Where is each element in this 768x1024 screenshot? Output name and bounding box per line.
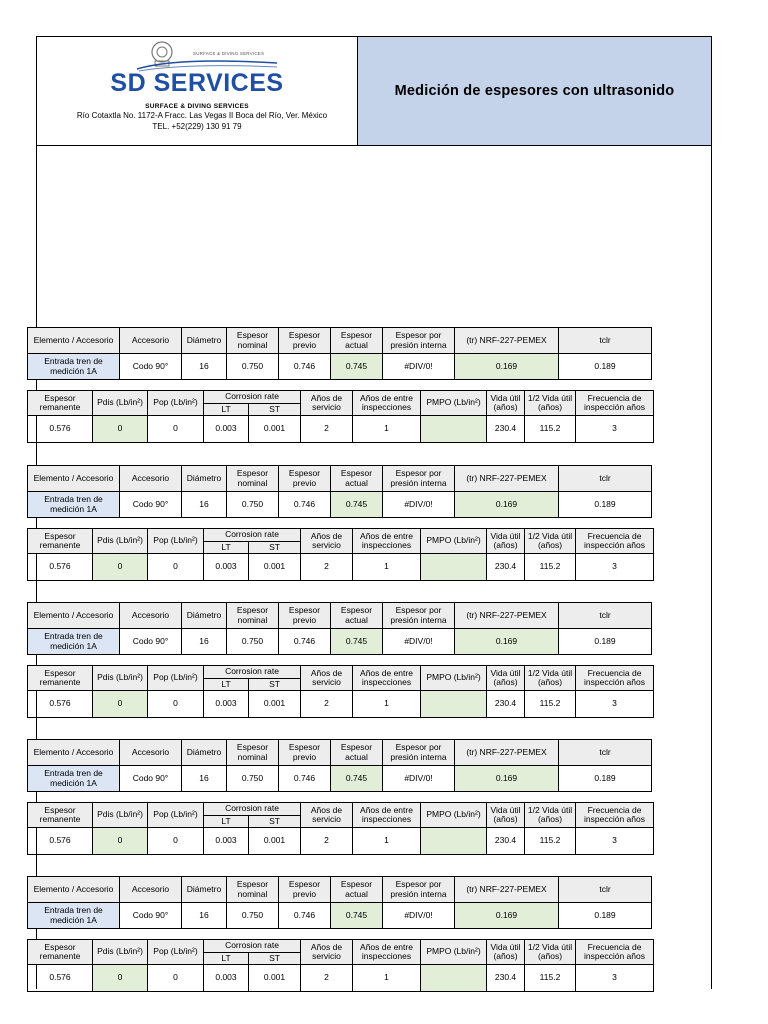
measurement-record [27, 602, 654, 718]
cell-anos-entre: 1 [353, 554, 421, 581]
header-lt: LT [204, 679, 249, 691]
cell-pop: 0 [148, 828, 204, 855]
header-pop: Pop (Lb/in²) [148, 803, 204, 828]
cell-espesor-actual: 0.745 [331, 492, 383, 518]
header-elemento: Elemento / Accesorio [28, 740, 120, 766]
header-pop: Pop (Lb/in²) [148, 391, 204, 416]
header-frecuencia: Frecuencia de inspección años [576, 940, 654, 965]
cell-accesorio: Codo 90° [120, 766, 182, 792]
header-media-vida: 1/2 Vida útil (años) [525, 940, 576, 965]
header-corrosion-rate: Corrosion rate [204, 529, 301, 542]
header-st: ST [249, 679, 301, 691]
cell-espesor-presion: #DIV/0! [383, 766, 455, 792]
header-vida-util: Vida útil (años) [487, 940, 525, 965]
header-espesor-presion: Espesor por presión interna [383, 603, 455, 629]
cell-elemento: Entrada tren de medición 1A [28, 492, 120, 518]
cell-espesor-remanente: 0.576 [28, 965, 93, 992]
header-espesor-previo: Espesor previo [279, 466, 331, 492]
company-phone: TEL. +52(229) 130 91 79 [152, 122, 242, 131]
cell-espesor-presion: #DIV/0! [383, 354, 455, 380]
cell-espesor-nominal: 0.750 [227, 629, 279, 655]
cell-espesor-previo: 0.746 [279, 492, 331, 518]
cell-st: 0.001 [249, 691, 301, 718]
header-accesorio: Accesorio [120, 740, 182, 766]
header-corrosion-rate: Corrosion rate [204, 803, 301, 816]
cell-anos-servicio: 2 [301, 965, 353, 992]
header-tr: (tr) NRF-227-PEMEX [455, 603, 559, 629]
header-anos-entre: Años de entre inspecciones [353, 529, 421, 554]
cell-espesor-previo: 0.746 [279, 354, 331, 380]
header-elemento: Elemento / Accesorio [28, 466, 120, 492]
cell-tclr: 0.189 [559, 629, 652, 655]
cell-media-vida: 115.2 [525, 965, 576, 992]
cell-st: 0.001 [249, 965, 301, 992]
header-accesorio: Accesorio [120, 877, 182, 903]
header-vida-util: Vida útil (años) [487, 803, 525, 828]
cell-espesor-presion: #DIV/0! [383, 629, 455, 655]
cell-media-vida: 115.2 [525, 416, 576, 443]
header-tclr: tclr [559, 328, 652, 354]
header-diametro: Diámetro [182, 328, 227, 354]
cell-espesor-actual: 0.745 [331, 766, 383, 792]
cell-pop: 0 [148, 965, 204, 992]
header-diametro: Diámetro [182, 466, 227, 492]
header-espesor-actual: Espesor actual [331, 328, 383, 354]
header-espesor-previo: Espesor previo [279, 740, 331, 766]
cell-media-vida: 115.2 [525, 554, 576, 581]
header-espesor-actual: Espesor actual [331, 877, 383, 903]
cell-anos-servicio: 2 [301, 416, 353, 443]
header-espesor-actual: Espesor actual [331, 603, 383, 629]
cell-anos-entre: 1 [353, 965, 421, 992]
cell-tclr: 0.189 [559, 903, 652, 929]
cell-tr: 0.169 [455, 629, 559, 655]
cell-anos-servicio: 2 [301, 691, 353, 718]
company-subtitle: SURFACE & DIVING SERVICES [145, 103, 249, 110]
cell-elemento: Entrada tren de medición 1A [28, 629, 120, 655]
header-tr: (tr) NRF-227-PEMEX [455, 466, 559, 492]
cell-frecuencia: 3 [576, 828, 654, 855]
cell-pmpo [421, 554, 487, 581]
cell-tclr: 0.189 [559, 492, 652, 518]
cell-frecuencia: 3 [576, 691, 654, 718]
header-st: ST [249, 816, 301, 828]
header-espesor-previo: Espesor previo [279, 603, 331, 629]
cell-elemento: Entrada tren de medición 1A [28, 354, 120, 380]
header-accesorio: Accesorio [120, 328, 182, 354]
cell-anos-entre: 1 [353, 828, 421, 855]
header-pmpo: PMPO (Lb/in²) [421, 391, 487, 416]
measurement-record [27, 876, 654, 992]
header-vida-util: Vida útil (años) [487, 391, 525, 416]
header-pmpo: PMPO (Lb/in²) [421, 940, 487, 965]
header-anos-entre: Años de entre inspecciones [353, 803, 421, 828]
company-block [37, 37, 358, 145]
header-espesor-presion: Espesor por presión interna [383, 740, 455, 766]
cell-st: 0.001 [249, 828, 301, 855]
cell-vida-util: 230.4 [487, 691, 525, 718]
cell-elemento: Entrada tren de medición 1A [28, 903, 120, 929]
cell-pop: 0 [148, 554, 204, 581]
header-espesor-remanente: Espesor remanente [28, 391, 93, 416]
record-table-detail [27, 390, 654, 443]
header-frecuencia: Frecuencia de inspección años [576, 803, 654, 828]
header-corrosion-rate: Corrosion rate [204, 940, 301, 953]
header-elemento: Elemento / Accesorio [28, 328, 120, 354]
header-st: ST [249, 953, 301, 965]
cell-espesor-remanente: 0.576 [28, 554, 93, 581]
header-tclr: tclr [559, 603, 652, 629]
header-media-vida: 1/2 Vida útil (años) [525, 803, 576, 828]
header-tclr: tclr [559, 740, 652, 766]
cell-accesorio: Codo 90° [120, 354, 182, 380]
header-espesor-actual: Espesor actual [331, 466, 383, 492]
header-corrosion-rate: Corrosion rate [204, 666, 301, 679]
cell-lt: 0.003 [204, 828, 249, 855]
header-elemento: Elemento / Accesorio [28, 603, 120, 629]
cell-lt: 0.003 [204, 691, 249, 718]
header-espesor-remanente: Espesor remanente [28, 803, 93, 828]
cell-anos-servicio: 2 [301, 554, 353, 581]
header-pop: Pop (Lb/in²) [148, 529, 204, 554]
record-table-main [27, 602, 652, 655]
header-st: ST [249, 404, 301, 416]
diver-helmet-logo-icon [117, 39, 287, 73]
record-table-main [27, 876, 652, 929]
header-espesor-previo: Espesor previo [279, 328, 331, 354]
cell-espesor-remanente: 0.576 [28, 828, 93, 855]
cell-anos-entre: 1 [353, 691, 421, 718]
header-pdis: Pdis (Lb/in²) [93, 803, 148, 828]
cell-tclr: 0.189 [559, 766, 652, 792]
header-lt: LT [204, 816, 249, 828]
cell-frecuencia: 3 [576, 965, 654, 992]
cell-diametro: 16 [182, 766, 227, 792]
record-table-detail [27, 939, 654, 992]
header-espesor-nominal: Espesor nominal [227, 877, 279, 903]
cell-diametro: 16 [182, 629, 227, 655]
header-anos-entre: Años de entre inspecciones [353, 391, 421, 416]
cell-lt: 0.003 [204, 416, 249, 443]
cell-tr: 0.169 [455, 903, 559, 929]
cell-st: 0.001 [249, 554, 301, 581]
cell-lt: 0.003 [204, 965, 249, 992]
header-tr: (tr) NRF-227-PEMEX [455, 740, 559, 766]
header-st: ST [249, 542, 301, 554]
header-anos-servicio: Años de servicio [301, 803, 353, 828]
cell-tr: 0.169 [455, 354, 559, 380]
record-table-detail [27, 665, 654, 718]
header-anos-servicio: Años de servicio [301, 529, 353, 554]
header-corrosion-rate: Corrosion rate [204, 391, 301, 404]
header-anos-servicio: Años de servicio [301, 391, 353, 416]
header-espesor-presion: Espesor por presión interna [383, 328, 455, 354]
measurement-record [27, 327, 654, 443]
cell-espesor-actual: 0.745 [331, 629, 383, 655]
cell-frecuencia: 3 [576, 416, 654, 443]
document-title: Medición de espesores con ultrasonido [394, 83, 675, 99]
company-address: Río Cotaxtla No. 1172-A Fracc. Las Vegas II Boca del Río, Ver. México [76, 111, 328, 120]
cell-accesorio: Codo 90° [120, 629, 182, 655]
header-media-vida: 1/2 Vida útil (años) [525, 529, 576, 554]
cell-pop: 0 [148, 416, 204, 443]
header-vida-util: Vida útil (años) [487, 529, 525, 554]
cell-pmpo [421, 965, 487, 992]
header-tr: (tr) NRF-227-PEMEX [455, 328, 559, 354]
header-frecuencia: Frecuencia de inspección años [576, 391, 654, 416]
cell-media-vida: 115.2 [525, 691, 576, 718]
cell-pdis: 0 [93, 965, 148, 992]
cell-tr: 0.169 [455, 766, 559, 792]
header-espesor-previo: Espesor previo [279, 877, 331, 903]
cell-espesor-nominal: 0.750 [227, 766, 279, 792]
cell-vida-util: 230.4 [487, 416, 525, 443]
header-pmpo: PMPO (Lb/in²) [421, 529, 487, 554]
cell-diametro: 16 [182, 354, 227, 380]
header-espesor-presion: Espesor por presión interna [383, 466, 455, 492]
header-espesor-presion: Espesor por presión interna [383, 877, 455, 903]
cell-anos-servicio: 2 [301, 828, 353, 855]
header-espesor-nominal: Espesor nominal [227, 328, 279, 354]
cell-espesor-previo: 0.746 [279, 766, 331, 792]
document-header [37, 37, 711, 146]
record-table-main [27, 739, 652, 792]
header-pdis: Pdis (Lb/in²) [93, 666, 148, 691]
cell-accesorio: Codo 90° [120, 492, 182, 518]
header-anos-servicio: Años de servicio [301, 940, 353, 965]
cell-vida-util: 230.4 [487, 554, 525, 581]
cell-vida-util: 230.4 [487, 828, 525, 855]
measurement-record [27, 739, 654, 855]
company-logo-text: SD SERVICES [110, 69, 284, 97]
cell-pmpo [421, 416, 487, 443]
header-espesor-nominal: Espesor nominal [227, 740, 279, 766]
header-accesorio: Accesorio [120, 466, 182, 492]
cell-espesor-previo: 0.746 [279, 903, 331, 929]
cell-espesor-previo: 0.746 [279, 629, 331, 655]
record-table-main [27, 327, 652, 380]
header-anos-entre: Años de entre inspecciones [353, 666, 421, 691]
header-lt: LT [204, 404, 249, 416]
cell-pmpo [421, 691, 487, 718]
header-anos-servicio: Años de servicio [301, 666, 353, 691]
cell-pdis: 0 [93, 416, 148, 443]
cell-pdis: 0 [93, 691, 148, 718]
cell-tr: 0.169 [455, 492, 559, 518]
cell-espesor-presion: #DIV/0! [383, 492, 455, 518]
cell-frecuencia: 3 [576, 554, 654, 581]
header-vida-util: Vida útil (años) [487, 666, 525, 691]
header-espesor-nominal: Espesor nominal [227, 603, 279, 629]
header-espesor-actual: Espesor actual [331, 740, 383, 766]
header-diametro: Diámetro [182, 603, 227, 629]
header-elemento: Elemento / Accesorio [28, 877, 120, 903]
header-pmpo: PMPO (Lb/in²) [421, 666, 487, 691]
header-pop: Pop (Lb/in²) [148, 666, 204, 691]
cell-espesor-actual: 0.745 [331, 354, 383, 380]
header-frecuencia: Frecuencia de inspección años [576, 666, 654, 691]
cell-tclr: 0.189 [559, 354, 652, 380]
record-table-detail [27, 802, 654, 855]
cell-diametro: 16 [182, 492, 227, 518]
cell-pdis: 0 [93, 828, 148, 855]
header-diametro: Diámetro [182, 877, 227, 903]
cell-espesor-presion: #DIV/0! [383, 903, 455, 929]
header-pdis: Pdis (Lb/in²) [93, 529, 148, 554]
header-tr: (tr) NRF-227-PEMEX [455, 877, 559, 903]
title-block [358, 37, 711, 145]
header-pdis: Pdis (Lb/in²) [93, 391, 148, 416]
record-table-main [27, 465, 652, 518]
header-pmpo: PMPO (Lb/in²) [421, 803, 487, 828]
header-media-vida: 1/2 Vida útil (años) [525, 391, 576, 416]
cell-st: 0.001 [249, 416, 301, 443]
header-pop: Pop (Lb/in²) [148, 940, 204, 965]
header-lt: LT [204, 542, 249, 554]
header-tclr: tclr [559, 877, 652, 903]
logo-tagline: SURFACE & DIVING SERVICES [193, 51, 265, 56]
header-anos-entre: Años de entre inspecciones [353, 940, 421, 965]
header-accesorio: Accesorio [120, 603, 182, 629]
cell-espesor-actual: 0.745 [331, 903, 383, 929]
header-espesor-remanente: Espesor remanente [28, 666, 93, 691]
cell-lt: 0.003 [204, 554, 249, 581]
cell-espesor-remanente: 0.576 [28, 691, 93, 718]
cell-espesor-remanente: 0.576 [28, 416, 93, 443]
cell-vida-util: 230.4 [487, 965, 525, 992]
header-diametro: Diámetro [182, 740, 227, 766]
cell-pdis: 0 [93, 554, 148, 581]
header-espesor-nominal: Espesor nominal [227, 466, 279, 492]
cell-anos-entre: 1 [353, 416, 421, 443]
cell-pmpo [421, 828, 487, 855]
cell-pop: 0 [148, 691, 204, 718]
cell-espesor-nominal: 0.750 [227, 492, 279, 518]
cell-elemento: Entrada tren de medición 1A [28, 766, 120, 792]
record-table-detail [27, 528, 654, 581]
cell-media-vida: 115.2 [525, 828, 576, 855]
cell-accesorio: Codo 90° [120, 903, 182, 929]
header-espesor-remanente: Espesor remanente [28, 940, 93, 965]
header-media-vida: 1/2 Vida útil (años) [525, 666, 576, 691]
header-frecuencia: Frecuencia de inspección años [576, 529, 654, 554]
header-pdis: Pdis (Lb/in²) [93, 940, 148, 965]
measurement-record [27, 465, 654, 581]
header-lt: LT [204, 953, 249, 965]
cell-diametro: 16 [182, 903, 227, 929]
header-tclr: tclr [559, 466, 652, 492]
cell-espesor-nominal: 0.750 [227, 354, 279, 380]
header-espesor-remanente: Espesor remanente [28, 529, 93, 554]
cell-espesor-nominal: 0.750 [227, 903, 279, 929]
